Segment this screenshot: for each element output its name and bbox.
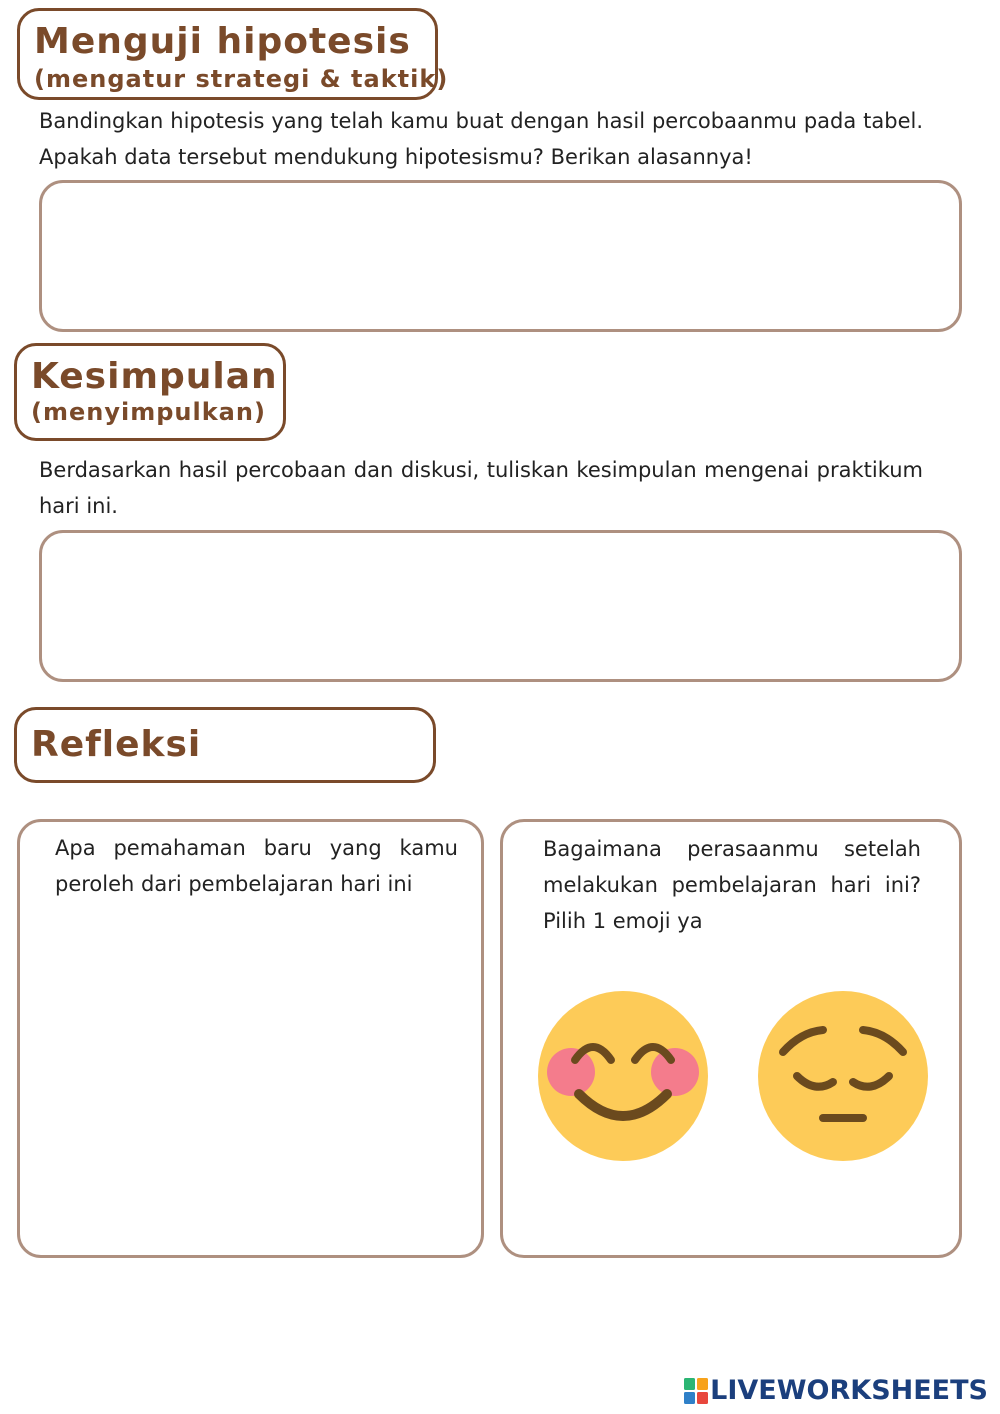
pensive-face-icon[interactable]: [757, 990, 929, 1166]
smiling-face-with-blush-icon[interactable]: [537, 990, 709, 1166]
section-title: Menguji hipotesis: [34, 21, 411, 62]
section-subtitle: (menyimpulkan): [31, 398, 266, 426]
liveworksheets-logo: [684, 1375, 988, 1406]
section-title-box-kesimpulan: [14, 343, 286, 441]
question-text-kesimpulan: Berdasarkan hasil percobaan dan diskusi, tuliskan kesimpulan mengenai praktikum hari ini.: [39, 458, 923, 518]
reflection-question-understanding: Apa pemahaman baru yang kamu peroleh dari pembelajaran hari ini: [55, 836, 458, 896]
logo-text: LIVEWORKSHEETS: [710, 1375, 988, 1406]
section-subtitle: (mengatur strategi & taktik): [34, 65, 449, 93]
reflection-box-understanding[interactable]: [17, 819, 484, 1258]
reflection-question-feeling: Bagaimana perasaanmu setelah melakukan pembelajaran hari ini? Pilih 1 emoji ya: [543, 837, 921, 933]
section-title: Kesimpulan: [31, 356, 278, 397]
question-text-hipotesis: Bandingkan hipotesis yang telah kamu buat dengan hasil percobaanmu pada tabel. Apakah data tersebut mendukung hipotesismu? Berikan alasannya!: [39, 109, 923, 169]
section-title-box-refleksi: [14, 707, 436, 783]
reflection-box-feeling: [500, 819, 962, 1258]
section-title-box-menguji-hipotesis: [17, 8, 449, 100]
liveworksheets-logo-icon: [684, 1378, 708, 1404]
answer-box-hipotesis[interactable]: [39, 180, 962, 332]
answer-box-kesimpulan[interactable]: [39, 530, 962, 682]
section-title: Refleksi: [31, 724, 202, 765]
